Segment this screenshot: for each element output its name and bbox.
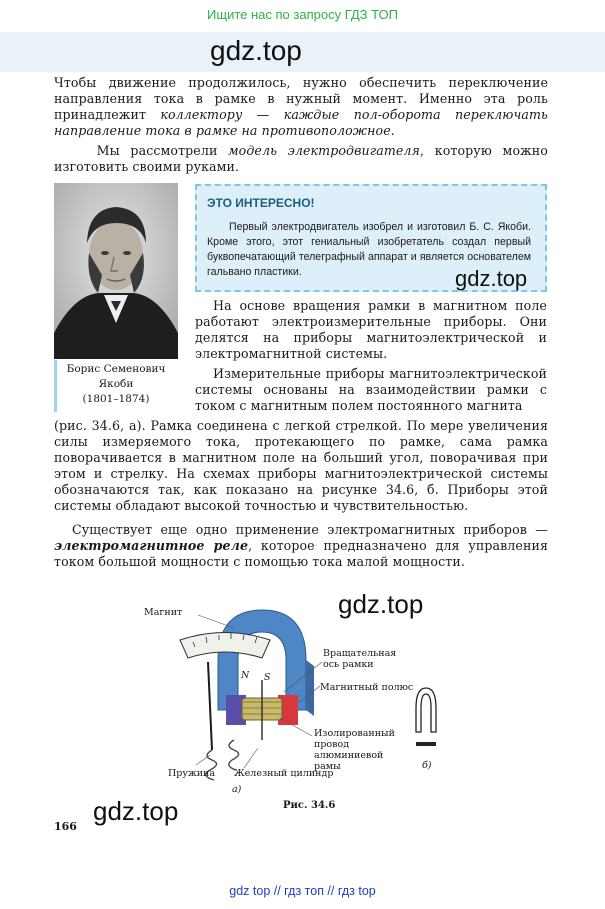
paragraph-text: Мы рассмотрели [96, 143, 229, 158]
label-magnet: Магнит [144, 607, 183, 618]
caption-years: (1801–1874) [82, 393, 150, 405]
label-iron-cylinder: Железный цилиндр [234, 768, 334, 779]
watermark: gdz.top [338, 589, 424, 619]
caption-name: Борис Семенович [66, 363, 166, 375]
paragraph-motor-model [54, 143, 548, 175]
label-rotation-axis: Вращательная ось рамки [323, 648, 397, 670]
paragraph-relay [54, 522, 548, 570]
info-box-title: ЭТО ИНТЕРЕСНО! [207, 196, 315, 210]
label-insulated-wire: Изолированный провод алюминиевой рамы [314, 728, 395, 772]
caption-surname: Якоби [98, 378, 134, 390]
label-magnetic-pole: Магнитный полюс [320, 682, 414, 693]
watermark: gdz.top [455, 266, 528, 291]
label-pole-n: N [241, 670, 250, 681]
paragraph-text: , которую можно изготовить своими руками. [54, 143, 548, 174]
watermark: gdz.top [93, 796, 179, 826]
figure-caption: Рис. 34.6 [283, 800, 336, 811]
portrait-image [54, 183, 178, 359]
figure-34-6 [140, 600, 460, 800]
paragraph-magnetoelectric: Измерительные приборы магнитоэлектрической системы основаны на взаимодействии рамки с током с магнитным полем постоянного магнита [195, 366, 547, 413]
portrait-jacobi [54, 183, 178, 359]
bottom-links[interactable]: gdz top // гдз топ // гдз top [229, 884, 376, 898]
page-number: 166 [54, 820, 77, 833]
paragraph-text: Чтобы движение продолжилось, нужно обеспечить переключение направления тока в рамке в нужный момент. Именно эта роль принадлежит [54, 75, 548, 122]
label-subfigure-a: а) [232, 784, 242, 795]
paragraph-term: электромагнитное реле [54, 538, 249, 553]
label-subfigure-b: б) [422, 760, 432, 771]
paragraph-emphasis: коллектору — каждые пол-оборота переключать направление тока в рамке на противоположное. [54, 107, 548, 138]
label-pole-s: S [264, 672, 271, 683]
paragraph-magnetoelectric-cont: (рис. 34.6, а). Рамка соединена с легкой стрелкой. По мере увеличения силы измеряемого тока, протекающего по рамке, сама рамка поворачивается в магнитном поле на больший угол, поворачивая при этом и стрелку. На схемах приборы магнитоэлектрической системы обозначаются так, как показано на рисунке 34.6, б. Приборы этой системы обладают высокой точностью и чувствительностью. [54, 418, 548, 513]
header-band [0, 32, 605, 72]
paragraph-text: Существует еще одно применение электромагнитных приборов — [72, 522, 548, 537]
paragraph-collector [54, 75, 548, 139]
paragraph-emphasis: модель электродвигателя [228, 143, 420, 158]
paragraph-text: , которое предназначено для управления током большой мощности с помощью тока малой мощности. [54, 538, 548, 569]
info-box-text: Первый электродвигатель изобрел и изготовил Б. С. Якоби. Кроме этого, этот гениальный изобретатель создал первый буквопечатающий телеграфный аппарат и является основателем гальвано пластики. [207, 221, 531, 278]
label-spring: Пружина [168, 768, 216, 779]
paragraph-instruments: На основе вращения рамки в магнитном поле работают электроизмерительные приборы. Они делятся на приборы магнитоэлектрической и электромагнитной системы. [195, 298, 547, 361]
watermark: gdz.top [210, 35, 302, 66]
portrait-caption [54, 362, 178, 407]
top-banner[interactable]: Ищите нас по запросу ГДЗ ТОП [207, 7, 398, 22]
